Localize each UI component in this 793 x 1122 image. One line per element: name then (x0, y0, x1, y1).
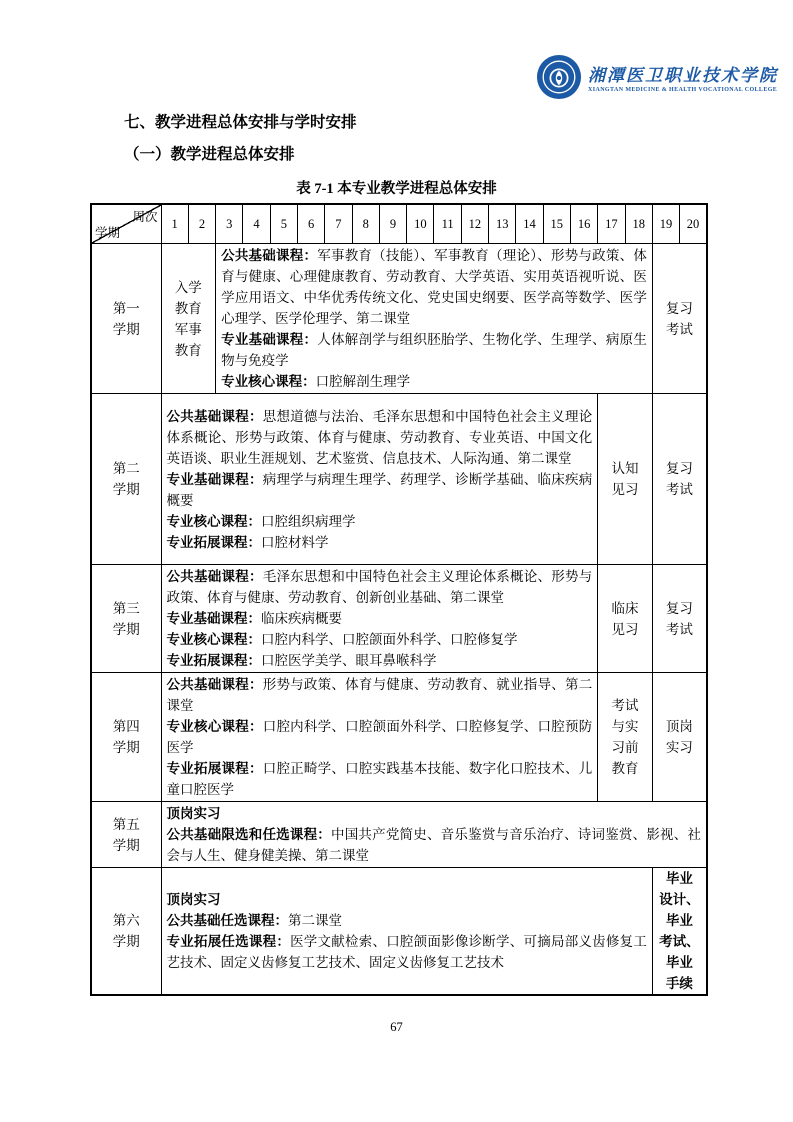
courses-cell: 顶岗实习 公共基础限选和任选课程：中国共产党简史、音乐鉴赏与音乐治疗、诗词鉴赏、影视、社会与人生、健身健美操、第二课堂 (161, 802, 707, 868)
week-number: 2 (188, 204, 215, 244)
activity-cell: 考试 与实 习前 教育 (598, 673, 653, 802)
corner-cell (91, 204, 161, 244)
week-number: 15 (543, 204, 570, 244)
corner-semester-label: 学期 (95, 226, 121, 240)
teaching-schedule-table (90, 203, 708, 996)
activity-cell: 入学 教育 军事 教育 (161, 244, 216, 394)
activity-cell: 复习 考试 (652, 244, 707, 394)
week-number: 10 (407, 204, 434, 244)
subsection-heading: （一）教学进程总体安排 (124, 146, 295, 163)
week-number: 5 (270, 204, 297, 244)
week-number: 13 (489, 204, 516, 244)
week-header-row (91, 204, 707, 244)
courses-cell: 公共基础课程：形势与政策、体育与健康、劳动教育、就业指导、第二课堂 专业核心课程：口腔内科学、口腔颌面外科学、口腔修复学、口腔预防医学 专业拓展课程：口腔正畸学、口腔实践基本技能、数字化口腔技术、儿童口腔医学 (161, 673, 598, 802)
week-number: 8 (352, 204, 379, 244)
week-number: 11 (434, 204, 461, 244)
semester-row-3 (91, 565, 707, 673)
page-number: 67 (390, 1020, 403, 1034)
activity-cell: 复习 考试 (652, 565, 707, 673)
week-number: 1 (161, 204, 188, 244)
semester-row-4 (91, 673, 707, 802)
table-caption: 表 7-1 本专业教学进程总体安排 (296, 181, 497, 197)
week-number: 6 (297, 204, 324, 244)
week-number: 9 (379, 204, 406, 244)
semester-label: 第二 学期 (91, 394, 161, 565)
week-number: 18 (625, 204, 652, 244)
activity-cell: 复习 考试 (652, 394, 707, 565)
college-name-cn: 湘潭医卫职业技术学院 (588, 66, 778, 85)
semester-row-6 (91, 868, 707, 996)
week-number: 20 (680, 204, 707, 244)
semester-row-2 (91, 394, 707, 565)
semester-label: 第四 学期 (91, 673, 161, 802)
activity-cell: 临床 见习 (598, 565, 653, 673)
week-number: 19 (652, 204, 679, 244)
college-emblem-icon (536, 54, 582, 100)
semester-label: 第一 学期 (91, 244, 161, 394)
semester-row-1 (91, 244, 707, 394)
courses-cell: 公共基础课程：军事教育（技能）、军事教育（理论）、形势与政策、体育与健康、心理健康教育、劳动教育、大学英语、实用英语视听说、医学应用语文、中华优秀传统文化、党史国史纲要、医学高等数学、医学心理学、医学伦理学、第二课堂 专业基础课程：人体解剖学与组织胚胎学、生物化学、生理学、病原生物与免疫学 专业核心课程：口腔解剖生理学 (216, 244, 653, 394)
week-number: 3 (216, 204, 243, 244)
week-number: 4 (243, 204, 270, 244)
college-name (588, 61, 778, 93)
week-number: 14 (516, 204, 543, 244)
college-logo (536, 54, 778, 100)
corner-week-label: 周次 (132, 210, 158, 224)
activity-cell: 顶岗 实习 (652, 673, 707, 802)
semester-label: 第六 学期 (91, 868, 161, 996)
activity-cell: 认知 见习 (598, 394, 653, 565)
courses-cell: 顶岗实习 公共基础任选课程：第二课堂 专业拓展任选课程：医学文献检索、口腔颌面影像诊断学、可摘局部义齿修复工艺技术、固定义齿修复工艺技术、固定义齿修复工艺技术 (161, 868, 652, 996)
semester-label: 第三 学期 (91, 565, 161, 673)
courses-cell: 公共基础课程：毛泽东思想和中国特色社会主义理论体系概论、形势与政策、体育与健康、劳动教育、创新创业基础、第二课堂 专业基础课程：临床疾病概要 专业核心课程：口腔内科学、口腔颌面外科学、口腔修复学 专业拓展课程：口腔医学美学、眼耳鼻喉科学 (161, 565, 598, 673)
week-number: 16 (570, 204, 597, 244)
week-number: 7 (325, 204, 352, 244)
semester-row-5 (91, 802, 707, 868)
semester-label: 第五 学期 (91, 802, 161, 868)
section-heading: 七、教学进程总体安排与学时安排 (124, 114, 357, 131)
week-number: 17 (598, 204, 625, 244)
courses-cell: 公共基础课程：思想道德与法治、毛泽东思想和中国特色社会主义理论体系概论、形势与政策、体育与健康、劳动教育、专业英语、中国文化英语谈、职业生涯规划、艺术鉴赏、信息技术、人际沟通、第二课堂 专业基础课程：病理学与病理生理学、药理学、诊断学基础、临床疾病概要 专业核心课程：口腔组织病理学 专业拓展课程：口腔材料学 (161, 394, 598, 565)
week-number: 12 (461, 204, 488, 244)
activity-cell: 毕业 设计、 毕业 考试、 毕业 手续 (652, 868, 707, 996)
college-name-en: XIANGTAN MEDICINE & HEALTH VOCATIONAL COLLEGE (588, 87, 778, 93)
